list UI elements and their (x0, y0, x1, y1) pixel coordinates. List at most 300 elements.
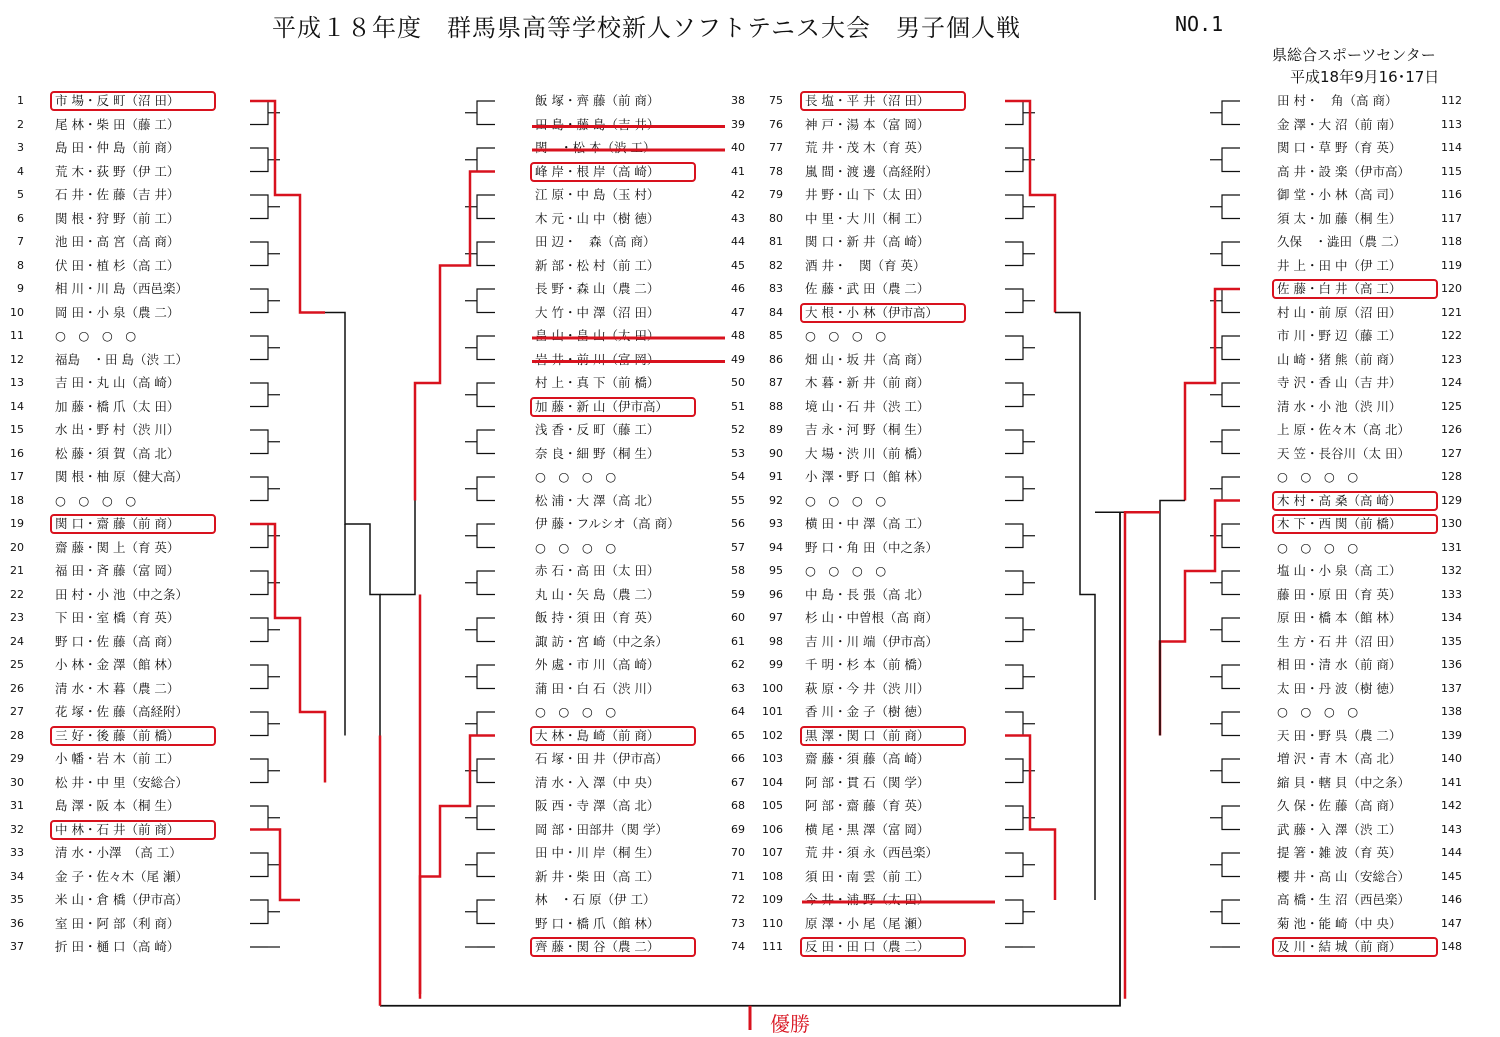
entry-pair: 村 上・真 下（前 橋） (535, 375, 660, 390)
entry-pair: 関 ・松 本（渋 工） (535, 140, 656, 155)
bracket-line (477, 430, 495, 454)
entry-number: 136 (1441, 658, 1462, 671)
entry-number: 91 (769, 470, 783, 483)
entry-number: 62 (731, 658, 745, 671)
entry-number: 105 (762, 799, 783, 812)
entry-pair: 加 藤・橋 爪（太 田） (55, 398, 180, 414)
entry-pair: 生 方・石 井（沼 田） (1277, 633, 1402, 649)
entry-pair: 原 田・橋 本（館 林） (1277, 610, 1402, 625)
entry-pair: 清 水・小 池（渋 川） (1277, 398, 1402, 414)
entry-number: 44 (731, 235, 745, 248)
entry-number: 119 (1441, 258, 1462, 272)
entry-number: 73 (731, 916, 745, 930)
entry-pair: 島 田・仲 島（前 商） (55, 140, 180, 155)
entry-number: 68 (731, 799, 745, 812)
entry-pair: 福島 ・田 島（渋 工） (55, 351, 188, 367)
entry-number: 92 (769, 493, 783, 507)
entry-pair: 米 山・倉 橋（伊市高） (55, 892, 188, 907)
entry-number: 1 (17, 94, 24, 107)
entry-number: 93 (769, 517, 783, 530)
bracket-line (250, 665, 268, 689)
entry-pair: 菊 池・能 崎（中 央） (1277, 915, 1402, 931)
bracket-line (1005, 712, 1023, 736)
entry-pair: 村 山・前 原（沼 田） (1277, 304, 1402, 320)
entry-pair: 関 根・狩 野（前 工） (55, 210, 180, 226)
entry-number: 33 (10, 846, 24, 859)
entry-number: 16 (10, 446, 24, 460)
entry-number: 28 (10, 728, 24, 742)
entry-number: 3 (17, 141, 24, 154)
entry-number: 7 (17, 235, 24, 248)
entry-number: 118 (1441, 235, 1462, 248)
entry-pair: 阿 部・齋 藤（育 英） (805, 798, 930, 813)
entry-pair: 岡 田・小 泉（農 二） (55, 304, 180, 320)
entry-number: 13 (10, 376, 24, 389)
bracket-line (1222, 853, 1240, 877)
entry-number: 115 (1441, 164, 1462, 178)
bracket-line (1005, 806, 1023, 830)
entry-number: 24 (10, 634, 24, 648)
entry-number: 26 (10, 681, 24, 695)
entry-pair: 田 島・藤 島（吉 井） (535, 116, 660, 132)
bracket-line (1222, 383, 1240, 407)
entry-number: 25 (10, 658, 24, 671)
bracket-line (1222, 618, 1240, 642)
entry-pair: 市 場・反 町（沼 田） (55, 93, 180, 108)
entry-pair: 野 口・佐 藤（高 商） (55, 633, 180, 649)
entry-number: 144 (1441, 846, 1462, 859)
entry-pair: 市 川・野 辺（藤 工） (1277, 328, 1402, 343)
bracket-line (1222, 336, 1240, 360)
entry-pair: 池 田・高 宮（高 商） (55, 234, 180, 249)
entry-pair: 吉 川・川 端（伊市高） (805, 633, 938, 649)
entry-number: 122 (1441, 329, 1462, 342)
entry-pair: 井 野・山 下（太 田） (805, 187, 930, 202)
entry-pair: 今 井・浦 野（太 田） (805, 892, 930, 907)
entry-number: 98 (769, 634, 783, 648)
entry-pair: 萩 原・今 井（渋 川） (805, 680, 930, 696)
page-number: NO.1 (1175, 12, 1224, 36)
entry-number: 66 (731, 752, 745, 765)
bracket-line (477, 195, 495, 219)
entry-number: 82 (769, 258, 783, 272)
bracket-line (1222, 430, 1240, 454)
entry-pair: 関 根・柚 原（健大高） (55, 469, 188, 484)
bracket-line (250, 336, 268, 360)
entry-number: 81 (769, 235, 783, 248)
entry-pair: 阪 西・寺 澤（高 北） (535, 798, 660, 813)
entry-number: 59 (731, 587, 745, 601)
entry-number: 49 (731, 352, 745, 366)
entry-pair: 黒 澤・関 口（前 商） (805, 727, 930, 743)
entry-pair: 赤 石・高 田（太 田） (535, 563, 660, 578)
bracket-line (250, 289, 268, 313)
bracket-line (1005, 289, 1023, 313)
entry-pair: 林 ・石 原（伊 工） (535, 892, 656, 907)
entry-number: 69 (731, 822, 745, 836)
entry-pair: 高 橋・生 沼（西邑楽） (1277, 892, 1410, 907)
entry-number: 12 (10, 352, 24, 366)
bracket-line (477, 242, 495, 266)
entry-number: 48 (731, 329, 745, 342)
entry-number: 6 (17, 211, 24, 225)
entry-number: 58 (731, 564, 745, 577)
entry-pair: 蒲 田・白 石（渋 川） (535, 680, 660, 696)
bracket-line (477, 759, 495, 783)
bracket-line (250, 618, 268, 642)
entry-number: 15 (10, 423, 24, 436)
entry-pair: 嵐 間・渡 邊（高経附） (805, 163, 938, 179)
entry-pair: 及 川・結 城（前 商） (1277, 939, 1402, 954)
entry-pair: ○ ○ ○ ○ (535, 539, 617, 555)
bracket-line (250, 383, 268, 407)
bracket-line (1222, 665, 1240, 689)
bracket-line (1160, 501, 1185, 736)
entry-pair: 飯 塚・齊 藤（前 商） (535, 93, 660, 108)
entry-pair: 荒 木・荻 野（伊 工） (55, 163, 180, 179)
entry-number: 14 (10, 399, 24, 413)
entry-number: 30 (10, 775, 24, 789)
entry-pair: 外 處・市 川（高 崎） (535, 657, 660, 672)
entry-number: 121 (1441, 305, 1462, 319)
entry-number: 36 (10, 916, 24, 930)
entry-number: 45 (731, 258, 745, 272)
bracket-line (477, 148, 495, 172)
entry-number: 71 (731, 869, 745, 883)
entry-number: 97 (769, 611, 783, 624)
winner-note: 優勝 (770, 1012, 810, 1036)
bracket-line (1222, 148, 1240, 172)
entry-pair: 横 尾・黒 澤（富 岡） (805, 821, 930, 837)
entry-number: 41 (731, 164, 745, 178)
winner-path (1125, 512, 1160, 998)
entry-number: 137 (1441, 681, 1462, 695)
entry-pair: 酒 井・ 関（育 英） (805, 257, 926, 273)
entry-number: 128 (1441, 470, 1462, 483)
entry-number: 56 (731, 517, 745, 530)
bracket-line (477, 571, 495, 595)
entry-number: 112 (1441, 94, 1462, 107)
entry-pair: 久 保・佐 藤（高 商） (1277, 798, 1402, 813)
bracket-line (1005, 524, 1023, 548)
entry-number: 29 (10, 752, 24, 765)
entry-pair: 中 林・石 井（前 商） (55, 821, 180, 837)
entry-pair: 福 田・斉 藤（富 岡） (55, 563, 180, 578)
entry-number: 114 (1441, 141, 1462, 154)
entry-number: 42 (731, 188, 745, 201)
entry-pair: ○ ○ ○ ○ (805, 492, 887, 508)
entry-number: 138 (1441, 705, 1462, 718)
entry-number: 99 (769, 658, 783, 671)
entry-number: 31 (10, 799, 24, 812)
entry-number: 104 (762, 775, 783, 789)
entry-pair: 野 口・橋 爪（館 林） (535, 915, 660, 931)
entry-pair: 武 藤・入 澤（渋 工） (1277, 821, 1402, 837)
entry-number: 37 (10, 940, 24, 953)
entry-number: 109 (762, 893, 783, 906)
entry-pair: 佐 藤・武 田（農 二） (805, 281, 930, 296)
entry-number: 19 (10, 517, 24, 530)
entry-number: 101 (762, 705, 783, 718)
entry-number: 63 (731, 681, 745, 695)
entry-pair: 杉 山・中曽根（高 商） (805, 610, 938, 625)
entry-number: 86 (769, 352, 783, 366)
bracket-line (1005, 853, 1023, 877)
bracket-line (250, 806, 268, 830)
entry-pair: 関 口・齋 藤（前 商） (55, 516, 180, 531)
entry-pair: 飯 持・須 田（育 英） (535, 610, 660, 625)
entry-number: 18 (10, 493, 24, 507)
bracket-line (477, 665, 495, 689)
winner-path (250, 101, 325, 313)
entry-pair: 吉 永・河 野（桐 生） (805, 422, 930, 437)
entry-pair: 神 戸・湯 本（富 岡） (805, 116, 930, 132)
entry-pair: 横 田・中 澤（高 工） (805, 516, 930, 531)
entry-pair: 齋 藤・須 藤（高 崎） (805, 751, 930, 766)
bracket-line (477, 712, 495, 736)
entry-number: 76 (769, 117, 783, 131)
entry-number: 102 (762, 728, 783, 742)
bracket-line (250, 242, 268, 266)
entry-pair: ○ ○ ○ ○ (55, 328, 137, 343)
entry-pair: 長 野・森 山（農 二） (535, 281, 660, 296)
bracket-line (380, 501, 415, 595)
bracket-line (250, 853, 268, 877)
entry-pair: 山 崎・猪 熊（前 商） (1277, 351, 1402, 367)
entry-number: 64 (731, 705, 745, 718)
bracket-line (1222, 900, 1240, 924)
entry-number: 23 (10, 611, 24, 624)
entry-pair: 相 田・清 水（前 商） (1277, 657, 1402, 672)
entry-number: 27 (10, 705, 24, 718)
bracket-line (1005, 195, 1023, 219)
entry-pair: 木 下・西 関（前 橋） (1277, 516, 1402, 531)
entry-number: 127 (1441, 446, 1462, 460)
entry-number: 124 (1441, 376, 1462, 389)
bracket-line (477, 336, 495, 360)
winner-path (420, 736, 495, 995)
entry-pair: ○ ○ ○ ○ (1277, 539, 1359, 555)
entry-number: 96 (769, 587, 783, 601)
entry-number: 143 (1441, 822, 1462, 836)
entry-number: 120 (1441, 282, 1462, 295)
winner-path (1005, 736, 1055, 901)
bracket-line (250, 101, 268, 125)
entry-number: 55 (731, 493, 745, 507)
bracket-line (1055, 313, 1095, 901)
entry-pair: 島 澤・阪 本（桐 生） (55, 798, 180, 813)
entry-pair: 諏 訪・宮 崎（中之条） (535, 633, 668, 649)
entry-pair: 田 村・ 角（高 商） (1277, 93, 1398, 108)
bracket-line (1222, 571, 1240, 595)
entry-pair: 畠 山・畠 山（太 田） (535, 328, 660, 343)
entry-number: 85 (769, 329, 783, 342)
event-date: 平成18年9月16･17日 (1290, 68, 1440, 86)
bracket-line (1005, 336, 1023, 360)
entry-pair: 齊 藤・関 谷（農 二） (535, 939, 660, 954)
entry-number: 22 (10, 587, 24, 601)
entry-pair: 奈 良・細 野（桐 生） (535, 445, 660, 461)
bracket-line (1222, 242, 1240, 266)
entry-number: 34 (10, 869, 24, 883)
entry-number: 46 (731, 282, 745, 295)
entry-pair: 尾 林・柴 田（藤 工） (55, 116, 180, 132)
entry-number: 117 (1441, 211, 1462, 225)
entry-number: 4 (17, 164, 24, 178)
entry-number: 70 (731, 846, 745, 859)
bracket-line (1222, 195, 1240, 219)
bracket-line (477, 477, 495, 501)
entry-number: 57 (731, 540, 745, 554)
entry-number: 142 (1441, 799, 1462, 812)
entry-number: 129 (1441, 493, 1462, 507)
entry-number: 139 (1441, 728, 1462, 742)
entry-number: 133 (1441, 587, 1462, 601)
entry-pair: 須 太・加 藤（桐 生） (1277, 210, 1402, 226)
entry-number: 130 (1441, 517, 1462, 530)
entry-number: 21 (10, 564, 24, 577)
bracket-line (250, 900, 268, 924)
entry-number: 35 (10, 893, 24, 906)
entry-pair: 荒 井・須 永（西邑楽） (805, 845, 938, 860)
entry-pair: ○ ○ ○ ○ (1277, 704, 1359, 719)
entry-pair: 齋 藤・関 上（育 英） (55, 539, 180, 555)
entry-pair: 太 田・丹 波（樹 徳） (1277, 680, 1402, 696)
entry-pair: 天 笠・長谷川（太 田） (1277, 445, 1410, 461)
entry-pair: 千 明・杉 本（前 橋） (805, 657, 930, 672)
entry-number: 17 (10, 470, 24, 483)
entry-number: 5 (17, 188, 24, 201)
bracket-line (1222, 101, 1240, 125)
entry-number: 108 (762, 869, 783, 883)
entry-number: 79 (769, 188, 783, 201)
bracket-line (1222, 477, 1240, 501)
entry-pair: 吉 田・丸 山（高 崎） (55, 375, 180, 390)
entry-number: 60 (731, 611, 745, 624)
entry-pair: 新 井・柴 田（高 工） (535, 868, 660, 884)
bracket-line (1222, 712, 1240, 736)
entry-pair: 野 口・角 田（中之条） (805, 539, 938, 555)
venue: 県総合スポーツセンター (1272, 46, 1436, 64)
bracket-line (1005, 571, 1023, 595)
entry-number: 123 (1441, 352, 1462, 366)
entry-number: 125 (1441, 399, 1462, 413)
bracket-line (1005, 148, 1023, 172)
entry-number: 141 (1441, 775, 1462, 789)
entry-pair: 田 村・小 池（中之条） (55, 586, 188, 602)
entry-pair: 関 口・新 井（高 崎） (805, 234, 930, 249)
entry-number: 8 (17, 258, 24, 272)
bracket-line (325, 313, 380, 999)
entry-pair: 上 原・佐々木（高 北） (1277, 422, 1410, 437)
entry-pair: 高 井・設 楽（伊市高） (1277, 163, 1410, 179)
entry-number: 89 (769, 423, 783, 436)
bracket-line (477, 853, 495, 877)
entry-number: 100 (762, 681, 783, 695)
entry-pair: 清 水・入 澤（中 央） (535, 774, 660, 790)
entry-number: 131 (1441, 540, 1462, 554)
entry-pair: 中 里・大 川（桐 工） (805, 210, 930, 226)
entry-pair: 下 田・室 橋（育 英） (55, 610, 180, 625)
entry-pair: 田 辺・ 森（高 商） (535, 234, 656, 249)
entry-number: 134 (1441, 611, 1462, 624)
bracket-line (1222, 524, 1240, 548)
entry-pair: 丸 山・矢 島（農 二） (535, 586, 660, 602)
entry-pair: 寺 沢・香 山（吉 井） (1277, 375, 1402, 390)
entry-number: 90 (769, 446, 783, 460)
entry-pair: 大 根・小 林（伊市高） (805, 304, 938, 320)
entry-number: 113 (1441, 117, 1462, 131)
bracket-line (250, 571, 268, 595)
entry-pair: 阿 部・貫 石（関 学） (805, 774, 930, 790)
entry-number: 84 (769, 305, 783, 319)
entry-number: 9 (17, 282, 24, 295)
bracket-line (250, 477, 268, 501)
entry-number: 43 (731, 211, 745, 225)
entry-number: 53 (731, 446, 745, 460)
entry-number: 111 (762, 940, 783, 953)
entry-pair: 岡 部・田部井（関 学） (535, 821, 668, 837)
bracket-line (250, 759, 268, 783)
entry-pair: ○ ○ ○ ○ (805, 563, 887, 578)
entry-number: 77 (769, 141, 783, 154)
entry-pair: 浅 香・反 町（藤 工） (535, 422, 660, 437)
entry-number: 103 (762, 752, 783, 765)
entry-pair: 木 村・高 桑（高 崎） (1277, 492, 1402, 508)
bracket-line (477, 101, 495, 125)
bracket-line (1005, 430, 1023, 454)
bracket-line (477, 289, 495, 313)
entry-pair: 江 原・中 島（玉 村） (535, 187, 660, 202)
entry-pair: 藤 田・原 田（育 英） (1277, 586, 1402, 602)
entry-number: 51 (731, 399, 745, 413)
entry-pair: 清 水・木 暮（農 二） (55, 680, 180, 696)
entry-pair: 原 澤・小 尾（尾 瀬） (805, 915, 930, 931)
entry-pair: 峰 岸・根 岸（高 崎） (535, 163, 660, 179)
bracket-line (477, 618, 495, 642)
entry-pair: ○ ○ ○ ○ (535, 469, 617, 484)
entry-number: 38 (731, 94, 745, 107)
bracket-line (250, 430, 268, 454)
bracket-line (477, 806, 495, 830)
entry-pair: ○ ○ ○ ○ (805, 328, 887, 343)
entry-number: 39 (731, 117, 745, 131)
bracket-line (1005, 242, 1023, 266)
entry-pair: 久保 ・澁田（農 二） (1277, 234, 1406, 249)
page-title: 平成１８年度 群馬県高等学校新人ソフトテニス大会 男子個人戦 (272, 14, 1022, 42)
entry-pair: 木 暮・新 井（前 商） (805, 375, 930, 390)
entry-pair: 長 塩・平 井（沼 田） (805, 93, 930, 108)
bracket-line (1005, 900, 1023, 924)
entry-pair: 天 田・野 呉（農 二） (1277, 727, 1402, 743)
bracket-line (1005, 477, 1023, 501)
entry-number: 67 (731, 775, 745, 789)
entry-pair: 松 浦・大 澤（高 北） (535, 492, 660, 508)
entry-number: 106 (762, 822, 783, 836)
entry-pair: ○ ○ ○ ○ (1277, 469, 1359, 484)
entry-number: 145 (1441, 869, 1462, 883)
entry-pair: 田 中・川 岸（桐 生） (535, 845, 660, 860)
entry-number: 94 (769, 540, 783, 554)
entry-pair: 松 藤・須 賀（高 北） (55, 445, 180, 461)
entry-number: 148 (1441, 940, 1462, 953)
entry-pair: 小 林・金 澤（館 林） (55, 657, 180, 672)
entry-pair: 新 部・松 村（前 工） (535, 257, 660, 273)
entry-number: 126 (1441, 423, 1462, 436)
bracket-line (477, 524, 495, 548)
entry-pair: 松 井・中 里（安総合） (55, 774, 188, 790)
entry-pair: 大 林・島 崎（前 商） (535, 727, 660, 743)
